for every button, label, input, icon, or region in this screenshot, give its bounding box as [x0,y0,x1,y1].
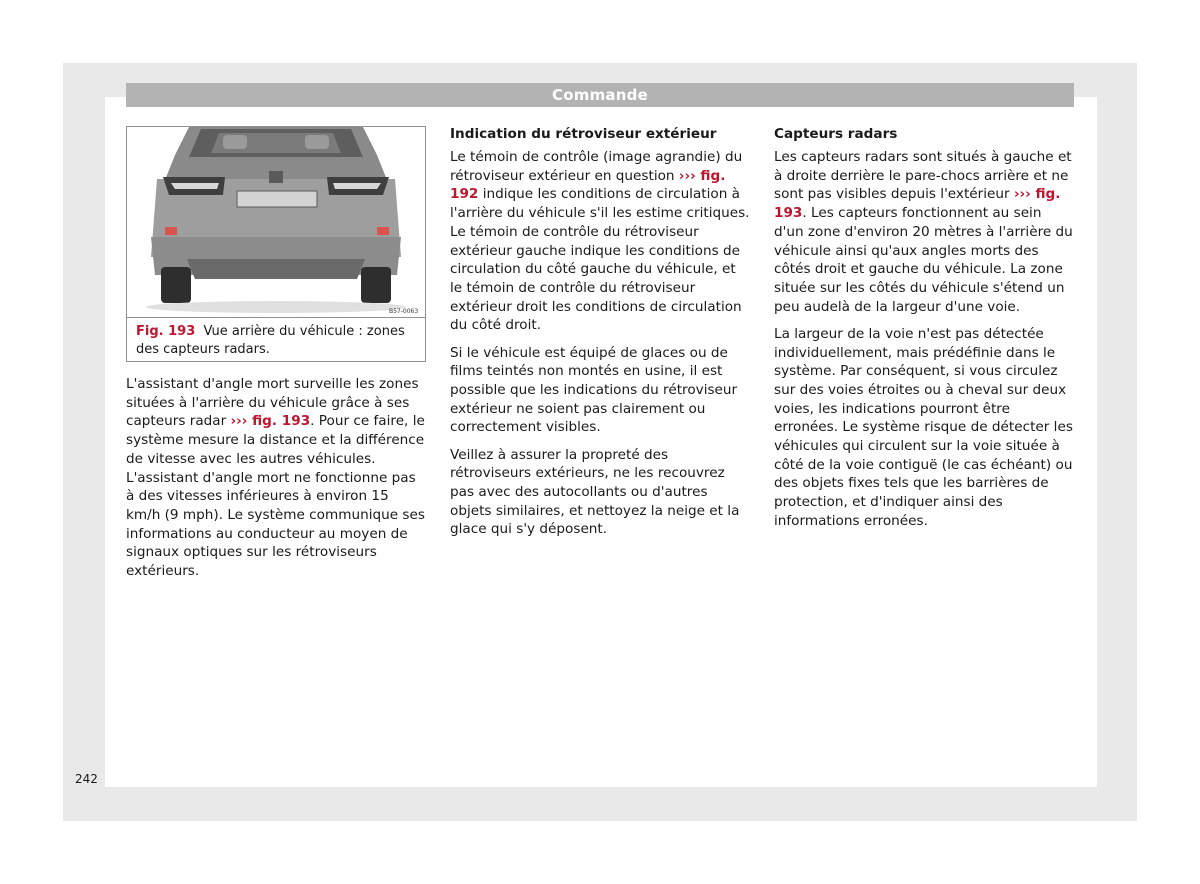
col2-paragraph-2: Si le véhicule est équipé de glaces ou de films teintés non montés en usine, il est possible que les indications du rétroviseur extérieur ne soient pas clairement ou correctement visibles. [450,344,738,436]
column-2 [450,125,750,548]
col2-paragraph-3: Veillez à assurer la propreté des rétroviseurs extérieurs, ne les recouvrez pas avec des autocollants ou d'autres objets similaires, et nettoyez la neige et la glace qui s'y déposent. [450,446,740,538]
col3-paragraph-1: Les capteurs radars sont situés à gauche et à droite derrière le pare-chocs arrière et ne sont pas visibles depuis l'extérieur ››› fig. 193. Les capteurs fonctionnent au sein d'un zone d'environ 20 mètres à l'arrière du véhicule ainsi qu'aux angles morts des côtés droit et gauche du véhicule. La zone située sur les côtés du véhicule s'étend un peu audelà de la largeur d'une voie. [774,149,1073,315]
figure-caption-text: Vue arrière du véhicule : zones des capteurs radars. [136,324,405,357]
fig-192-link[interactable]: ››› fig. 192 [450,167,726,203]
heading-mirror-indication: Indication du rétroviseur extérieur [450,126,717,142]
column-1 [126,375,426,589]
figure-193 [126,126,426,362]
fig-193-link-2[interactable]: ››› fig. 193 [774,186,1061,222]
figure-caption [136,323,420,359]
car-rear-illustration [127,127,425,318]
page-number: 242 [75,772,98,786]
image-code: B57-0063 [389,308,419,315]
heading-radar-sensors: Capteurs radars [774,126,898,142]
col2-paragraph-1: Le témoin de contrôle (image agrandie) du rétroviseur extérieur en question ››› fig. 192 indique les conditions de circulation à l'arrière du véhicule s'il les estime critiques. Le témoin de contrôle du rétroviseur extérieur gauche indique les conditions de circulation du côté gauche du véhicule, et le témoin de contrôle du rétroviseur extérieur droit les conditions de circulation du côté droit. [450,149,750,334]
section-header: Commande [126,83,1074,107]
column-3 [774,125,1074,539]
col3-paragraph-2: La largeur de la voie n'est pas détectée individuellement, mais prédéfinie dans le système. Par conséquent, si vous circulez sur des voies étroites ou à cheval sur deux voies, les indications pourront être erronées. Le système risque de détecter les véhicules qui circulent sur la voie située à côté de la voie contiguë (le cas échéant) ou des objets fixes tels que les barrières de protection, et d'indiquer ainsi des informations erronées. [774,325,1073,529]
figure-label: Fig. 193 [136,324,196,339]
fig-193-link[interactable]: ››› fig. 193 [230,413,311,430]
col1-paragraph: L'assistant d'angle mort surveille les zones situées à l'arrière du véhicule grâce à ses capteurs radar ››› fig. 193. Pour ce faire, le système mesure la distance et la différence de vitesse avec les autres véhicules. L'assistant d'angle mort ne fonctionne pas à des vitesses inférieures à environ 15 km/h (9 mph). Le système communique ses informations au conducteur au moyen de signaux optiques sur les rétroviseurs extérieurs. [126,376,425,580]
